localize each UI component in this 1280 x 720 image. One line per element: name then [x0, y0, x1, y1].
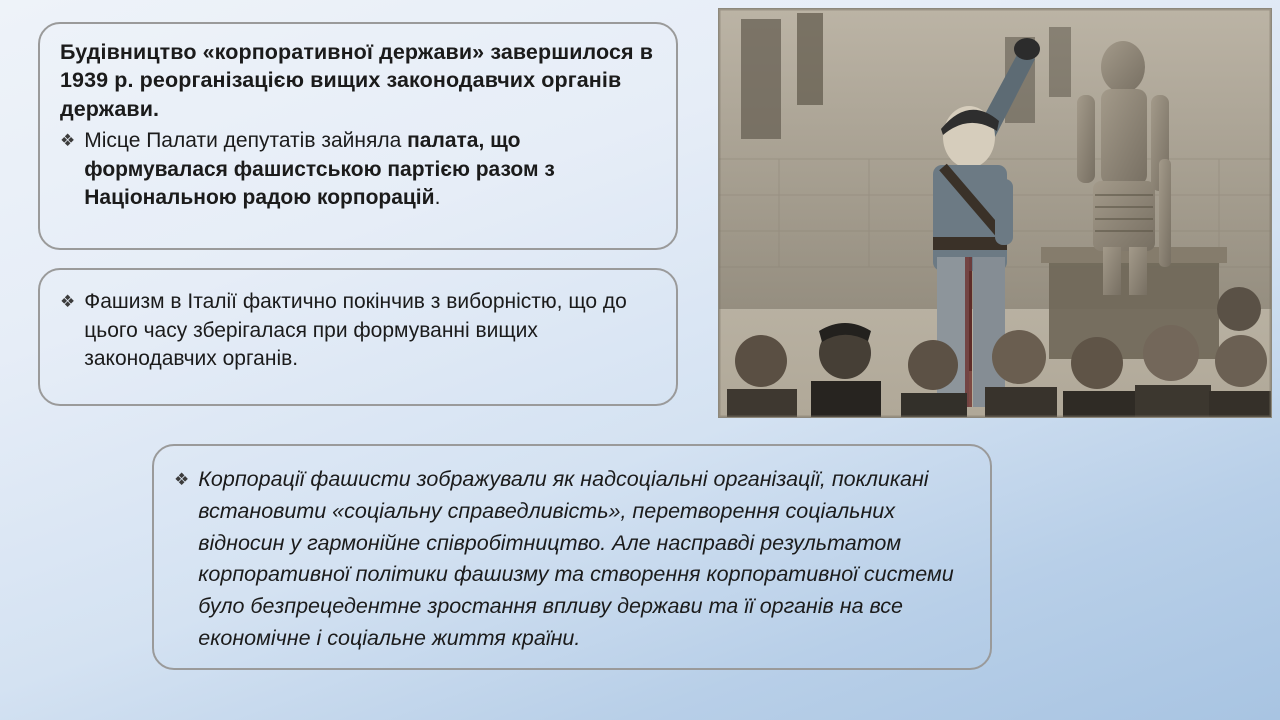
box1-bullet-text — [84, 127, 658, 213]
box2-bullet-row — [60, 288, 658, 374]
box1-bullet-part-3: . — [434, 186, 441, 210]
historical-photo — [718, 8, 1272, 418]
box1-heading: Будівництво «корпоративної держави» завершилося в 1939 р. реорганізацією вищих законодавчих органів держави. — [60, 40, 654, 121]
callout-box-bottom — [152, 444, 992, 670]
callout-box-top-left — [38, 22, 678, 250]
callout-box-middle-left — [38, 268, 678, 406]
box2-bullet-text: Фашизм в Італії фактично покінчив з виборністю, що до цього часу зберігалася при формуванні вищих законодавчих органів. — [84, 290, 627, 371]
box1-bullet-part-2: палата, що формувалася фашистською партією разом з Національною радою корпорацій — [84, 129, 555, 210]
box3-bullet-row — [174, 464, 972, 655]
diamond-bullet-icon: ❖ — [60, 131, 76, 151]
photo-illustration — [719, 9, 1271, 417]
box1-bullet-row — [60, 127, 658, 213]
diamond-bullet-icon: ❖ — [60, 292, 76, 311]
box1-bullet-part-1: Місце Палати депутатів зайняла — [84, 129, 408, 153]
box3-bullet-text: Корпорації фашисти зображували як надсоціальні організації, покликані встановити «соціальну справедливість», перетворення соціальних відносин у гармонійне співробітництво. Але насправді результатом корпоративної політики фашизму та створення корпоративної системи було безпрецедентне зростання впливу держави та її органів на все економічне і соціальне життя країни. — [198, 467, 954, 651]
diamond-bullet-icon: ❖ — [174, 470, 190, 489]
